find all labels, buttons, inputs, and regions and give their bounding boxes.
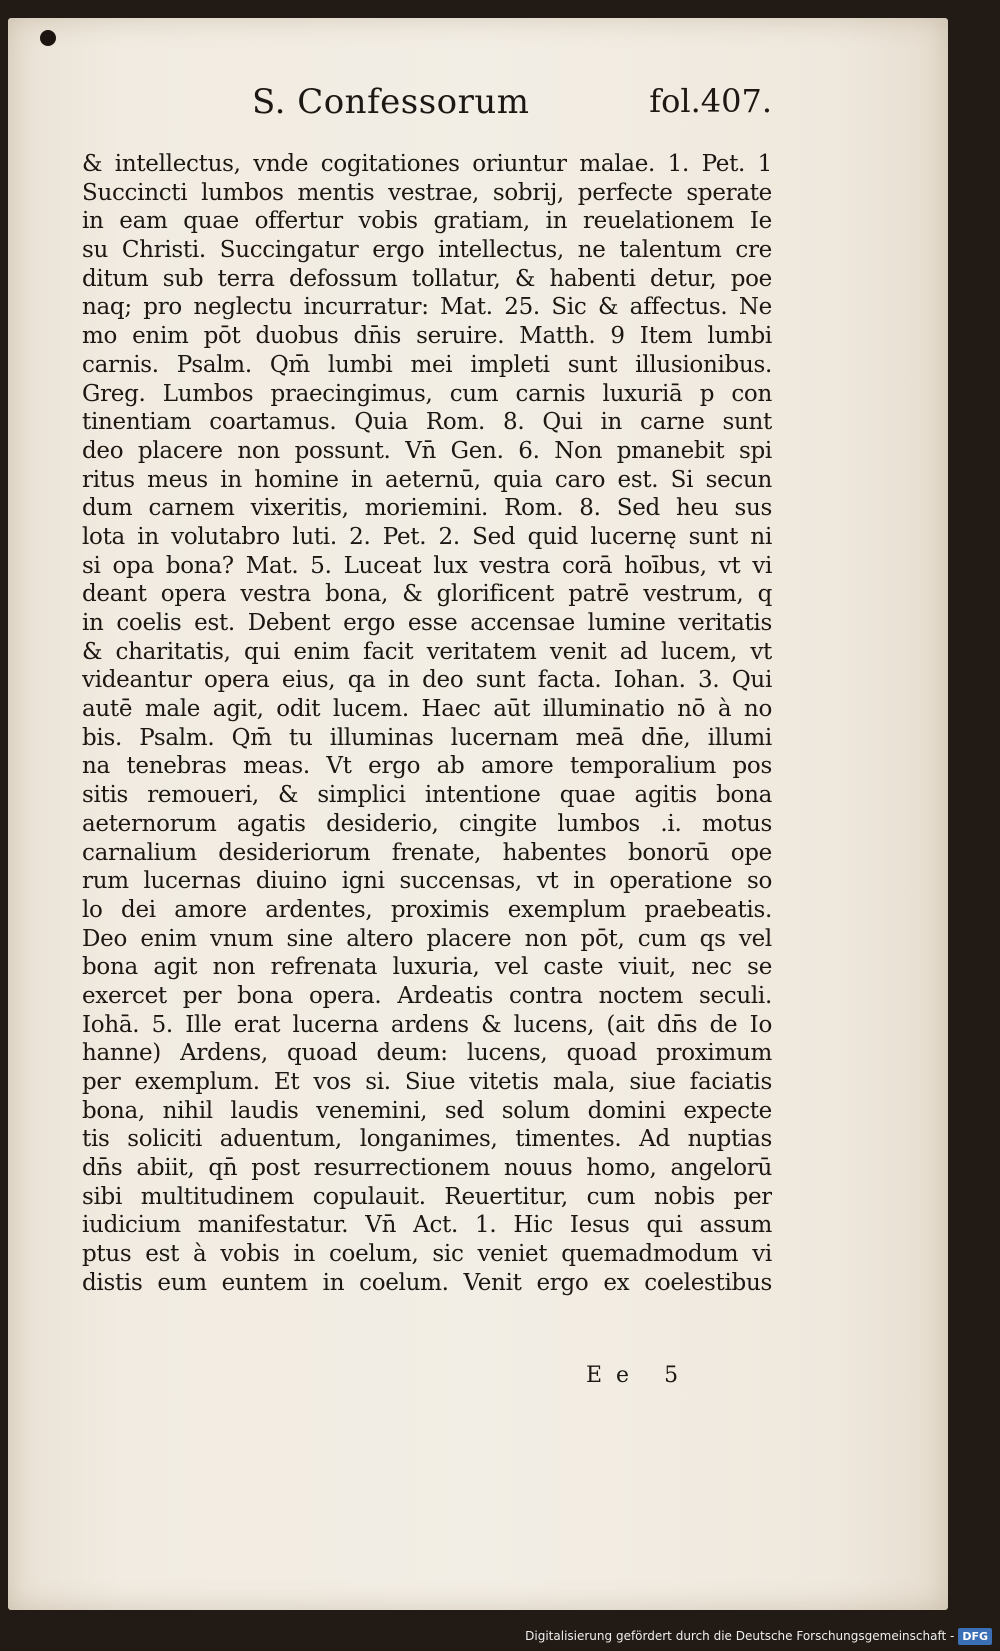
text-line: & charitatis, qui enim facit veritatem venit ad lucem, vt [82,638,772,665]
book-page [8,18,948,1610]
folio-number: fol.407. [649,82,772,120]
text-line: Deo enim vnum sine altero placere non pōt, cum qs vel [82,925,772,952]
text-line: mo enim pōt duobus dn̄is seruire. Matth. 9 Item lumbi [82,323,772,350]
text-line: carnis. Psalm. Qm̄ lumbi mei impleti sunt illusionibus. [82,351,772,378]
text-line: si opa bona? Mat. 5. Luceat lux vestra corā hoībus, vt vi [82,552,772,579]
text-line: deo placere non possunt. Vn̄ Gen. 6. Non pmanebit spi [82,437,772,464]
text-line: su Christi. Succingatur ergo intellectus, ne talentum cre [82,237,772,264]
text-line: tis soliciti aduentum, longanimes, timentes. Ad nuptias [82,1126,772,1153]
text-line: exercet per bona opera. Ardeatis contra noctem seculi. [82,982,772,1009]
text-line: & intellectus, vnde cogitationes oriuntur malae. 1. Pet. 1 [82,151,772,177]
body-text [82,150,772,1298]
text-line: bona, nihil laudis venemini, sed solum domini expecte [82,1097,772,1124]
text-line: iudicium manifestatur. Vn̄ Act. 1. Hic Iesus qui assum [82,1212,772,1239]
text-line: aeternorum agatis desiderio, cingite lumbos .i. motus [82,810,772,837]
text-line: distis eum euntem in coelum. Venit ergo ex coelestibus [82,1269,772,1296]
page-hole [40,30,56,46]
dfg-logo: DFG [958,1628,992,1645]
credit-text: Digitalisierung gefördert durch die Deutsche Forschungsgemeinschaft - [525,1629,955,1643]
text-line: ptus est à vobis in coelum, sic veniet quemadmodum vi [82,1241,772,1268]
text-line: in coelis est. Debent ergo esse accensae lumine veritatis [82,610,772,636]
text-line: ritus meus in homine in aeternū, quia caro est. Si secun [82,466,772,493]
text-line: lo dei amore ardentes, proximis exemplum praebeatis. [82,896,772,923]
text-line: dum carnem vixeritis, moriemini. Rom. 8. Sed heu sus [82,495,772,522]
text-line: Iohā. 5. Ille erat lucerna ardens & lucens, (ait dn̄s de Io [82,1011,772,1038]
text-line: sitis remoueri, & simplici intentione quae agitis bona [82,782,772,809]
digitization-credit [525,1625,992,1647]
text-line: hanne) Ardens, quoad deum: lucens, quoad proximum [82,1040,772,1067]
signature-mark: Ee 5 [586,1363,693,1388]
text-line: autē male agit, odit lucem. Haec aūt illuminatio nō à no [82,696,772,723]
text-line: bona agit non refrenata luxuria, vel caste viuit, nec se [82,954,772,981]
text-line: na tenebras meas. Vt ergo ab amore temporalium pos [82,753,772,780]
text-line: Greg. Lumbos praecingimus, cum carnis luxuriā p con [82,380,772,407]
text-line: dn̄s abiit, qn̄ post resurrectionem nouus homo, angelorū [82,1155,772,1182]
text-line: sibi multitudinem copulauit. Reuertitur, cum nobis per [82,1183,772,1210]
text-line: videantur opera eius, qa in deo sunt facta. Iohan. 3. Qui [82,667,772,694]
page-header [82,82,772,132]
text-line: lota in volutabro luti. 2. Pet. 2. Sed quid lucernę sunt ni [82,523,772,550]
text-line: Succincti lumbos mentis vestrae, sobrij, perfecte sperate [82,179,772,206]
text-line: bis. Psalm. Qm̄ tu illuminas lucernam meā dn̄e, illumi [82,724,772,751]
text-line: rum lucernas diuino igni succensas, vt in operatione so [82,868,772,895]
running-title: S. Confessorum [252,82,530,122]
text-line: in eam quae offertur vobis gratiam, in reuelationem Ie [82,208,772,235]
text-line: naq; pro neglectu incurratur: Mat. 25. Sic & affectus. Ne [82,294,772,321]
text-line: per exemplum. Et vos si. Siue vitetis mala, siue faciatis [82,1069,772,1095]
text-line: tinentiam coartamus. Quia Rom. 8. Qui in carne sunt [82,409,772,436]
text-line: deant opera vestra bona, & glorificent patrē vestrum, q [82,581,772,608]
text-line: ditum sub terra defossum tollatur, & habenti detur, poe [82,265,772,292]
text-line: carnalium desideriorum frenate, habentes bonorū ope [82,839,772,866]
